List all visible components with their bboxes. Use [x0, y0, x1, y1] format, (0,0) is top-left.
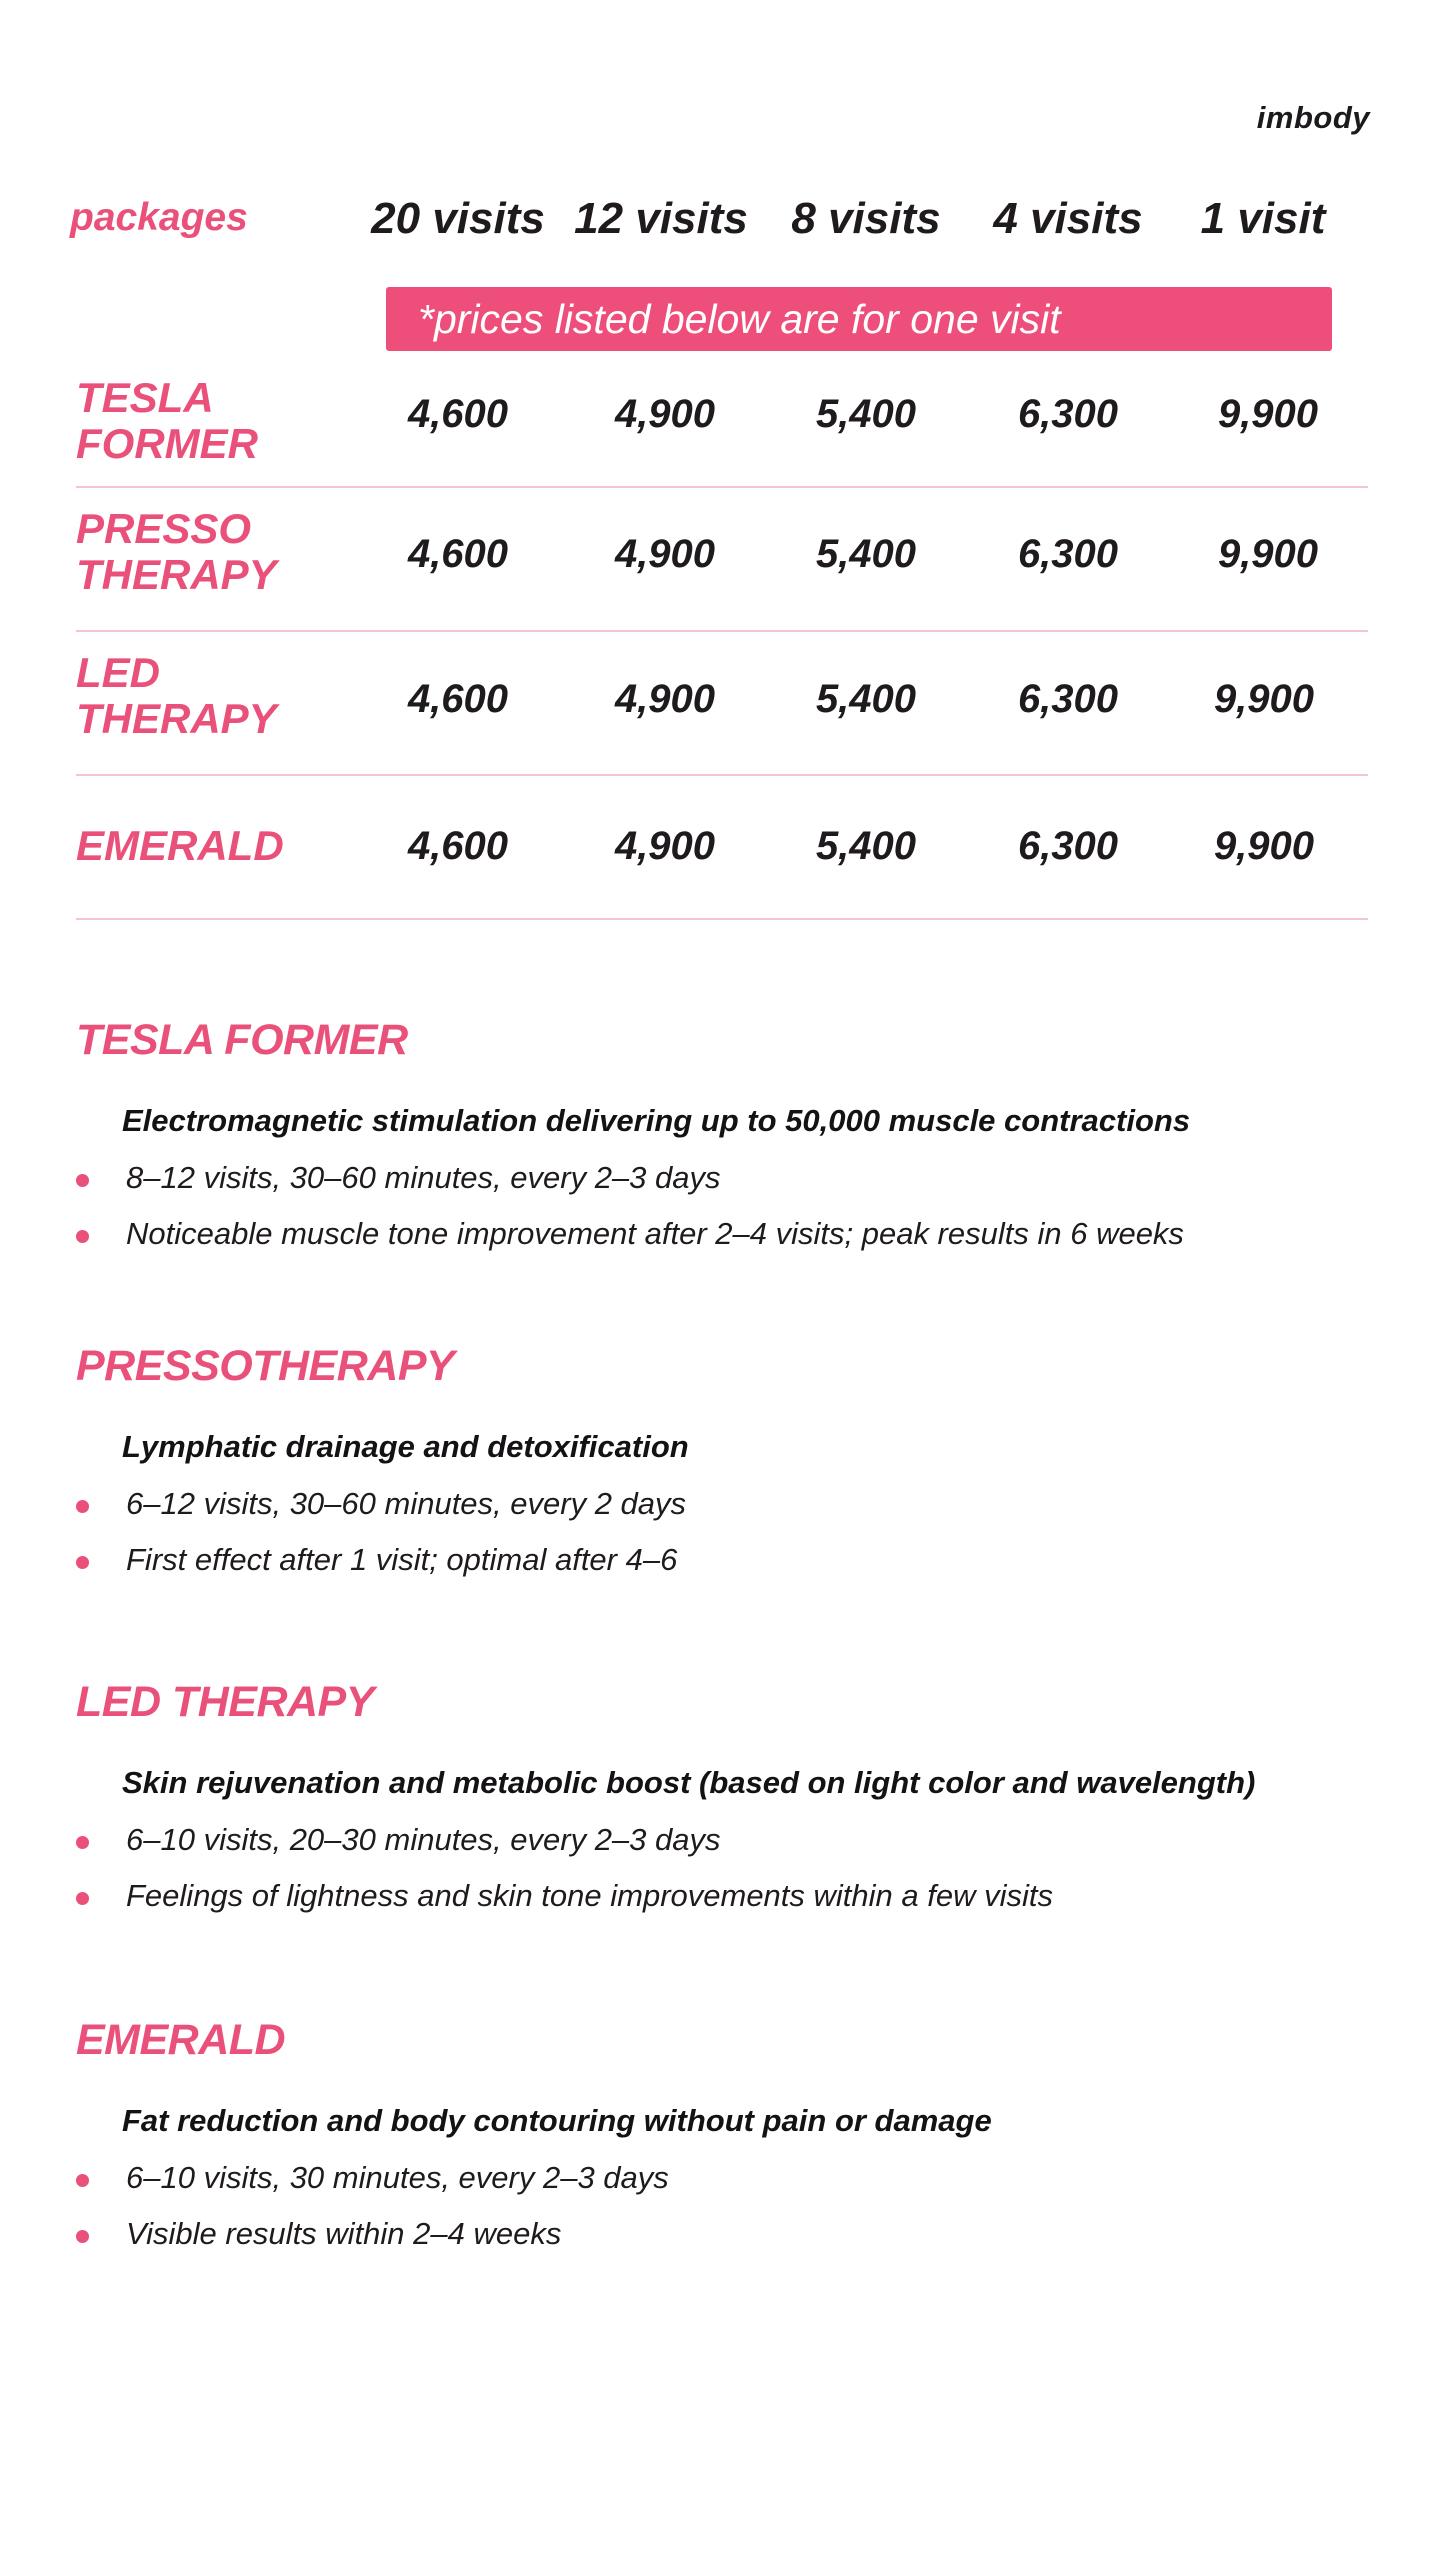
bullet-dot-icon [76, 2230, 89, 2243]
section-title: PRESSOTHERAPY [76, 1342, 455, 1390]
col-1-visit: 1 visit [1200, 194, 1326, 243]
price-cell: 5,400 [815, 824, 917, 868]
price-cell: 4,900 [614, 677, 716, 721]
price-row-tesla-former [76, 370, 1368, 488]
list-item: First effect after 1 visit; optimal after 4–6 [76, 1543, 1376, 1577]
section-subtitle: Lymphatic drainage and detoxification [122, 1429, 689, 1464]
price-cell: 4,900 [614, 532, 716, 576]
section-pressotherapy [76, 1342, 1376, 1577]
list-item: 6–12 visits, 30–60 minutes, every 2 days [76, 1487, 1376, 1521]
row-label: EMERALD [76, 822, 284, 869]
price-cell: 4,600 [407, 532, 509, 576]
list-item: Noticeable muscle tone improvement after 2–4 visits; peak results in 6 weeks [76, 1217, 1376, 1251]
brand-logo: imbody [1256, 100, 1370, 135]
section-title: TESLA FORMER [76, 1016, 408, 1064]
price-cell: 6,300 [1017, 677, 1119, 721]
price-row-emerald [76, 776, 1368, 920]
price-cell: 4,900 [614, 392, 716, 436]
price-cell: 4,600 [407, 392, 509, 436]
price-note-banner: *prices listed below are for one visit [386, 287, 1332, 351]
price-cell: 4,600 [407, 677, 509, 721]
price-cell: 9,900 [1217, 532, 1319, 576]
price-cell: 9,900 [1217, 392, 1319, 436]
list-item: Feelings of lightness and skin tone improvements within a few visits [76, 1879, 1376, 1913]
section-tesla-former [76, 1016, 1376, 1251]
bullet-dot-icon [76, 1892, 89, 1905]
section-subtitle: Fat reduction and body contouring without pain or damage [122, 2103, 992, 2138]
row-label: LED THERAPY [76, 649, 277, 742]
price-cell: 6,300 [1017, 824, 1119, 868]
list-item: 6–10 visits, 20–30 minutes, every 2–3 days [76, 1823, 1376, 1857]
section-subtitle: Electromagnetic stimulation delivering up to 50,000 muscle contractions [122, 1103, 1191, 1138]
packages-label: packages [70, 196, 248, 239]
price-row-led-therapy [76, 632, 1368, 776]
col-8-visits: 8 visits [791, 194, 941, 243]
col-4-visits: 4 visits [993, 194, 1143, 243]
section-subtitle: Skin rejuvenation and metabolic boost (based on light color and wavelength) [122, 1765, 1256, 1800]
price-cell: 4,900 [614, 824, 716, 868]
bullet-dot-icon [76, 2174, 89, 2187]
price-cell: 4,600 [407, 824, 509, 868]
price-cell: 5,400 [815, 677, 917, 721]
list-item: 8–12 visits, 30–60 minutes, every 2–3 days [76, 1161, 1376, 1195]
price-cell: 5,400 [815, 532, 917, 576]
section-led-therapy [76, 1678, 1376, 1913]
section-emerald [76, 2016, 1376, 2251]
section-title: LED THERAPY [76, 1678, 374, 1726]
price-cell: 9,900 [1213, 824, 1315, 868]
section-title: EMERALD [76, 2016, 286, 2064]
row-label: TESLA FORMER [76, 374, 258, 467]
price-cell: 9,900 [1213, 677, 1315, 721]
row-label: PRESSO THERAPY [76, 505, 277, 598]
price-cell: 6,300 [1017, 392, 1119, 436]
bullet-dot-icon [76, 1174, 89, 1187]
price-row-pressotherapy [76, 488, 1368, 632]
bullet-dot-icon [76, 1230, 89, 1243]
price-cell: 6,300 [1017, 532, 1119, 576]
bullet-dot-icon [76, 1500, 89, 1513]
col-20-visits: 20 visits [371, 194, 545, 243]
list-item: 6–10 visits, 30 minutes, every 2–3 days [76, 2161, 1376, 2195]
bullet-dot-icon [76, 1836, 89, 1849]
col-12-visits: 12 visits [574, 194, 748, 243]
bullet-dot-icon [76, 1556, 89, 1569]
list-item: Visible results within 2–4 weeks [76, 2217, 1376, 2251]
price-cell: 5,400 [815, 392, 917, 436]
